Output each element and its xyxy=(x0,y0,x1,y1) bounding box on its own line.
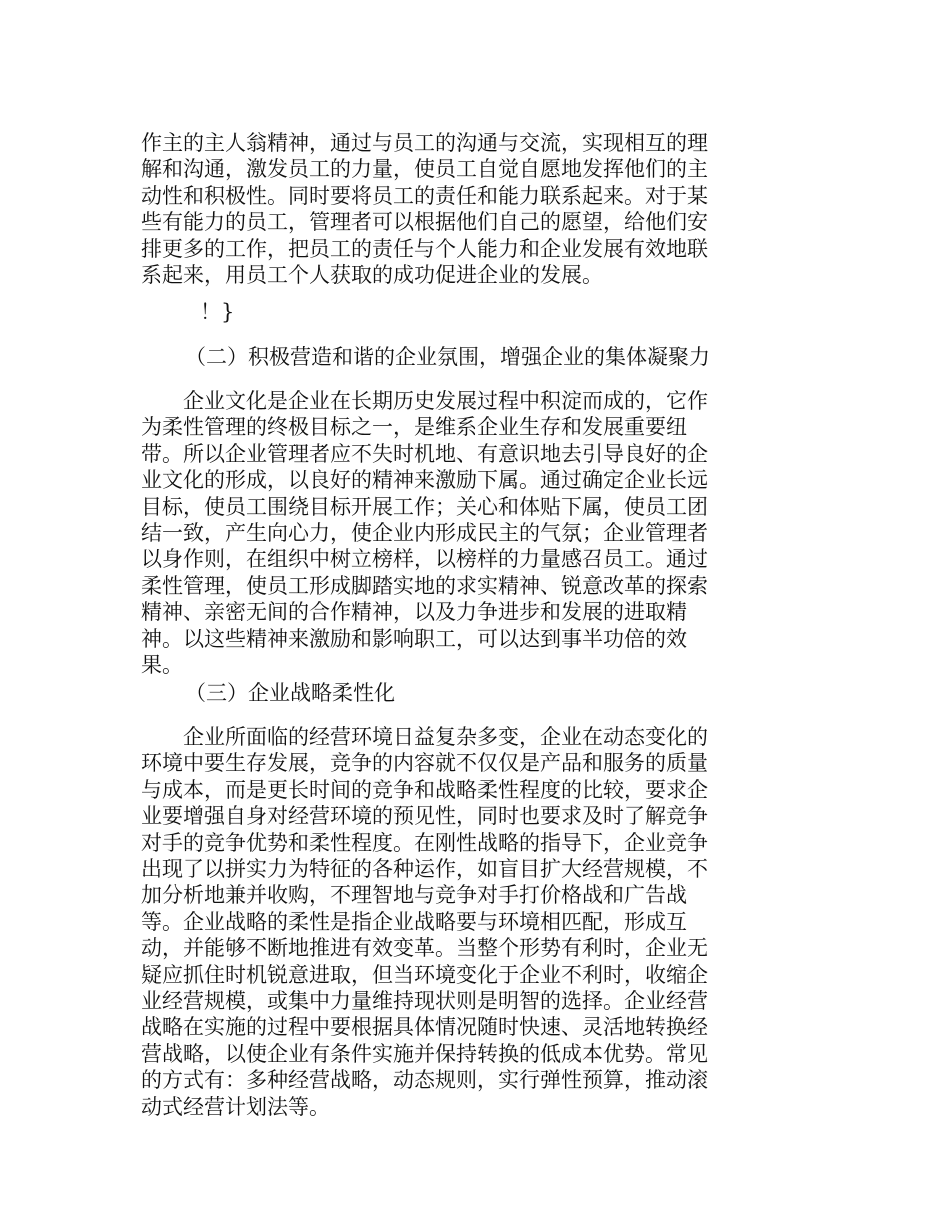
paragraph-text: 企业所面临的经营环境日益复杂多变，企业在动态变化的 环境中要生存发展，竞争的内容就不仅仅是产品和服务的质量 与成本，而是更长时间的竞争和战略柔性程度的比较，要求企 业要增强自身对经营环境的预见性，同时也要求及时了解竞争 对手的竞争优势和柔性程度。在刚性战略的指导下，企业竞争 出现了以拼实力为特征的各种运作，如盲目扩大经营规模，不 加分析地兼并收购，不理智地与竞争对手打价格战和广告战 等。企业战略的柔性是指企业战略要与环境相匹配，形成互 动，并能够不断地推进有效变革。当整个形势有利时，企业无 疑应抓住时机锐意进取，但当环境变化于企业不利时，收缩企 业经营规模，或集中力量维持现状则是明智的选择。企业经营 战略在实施的过程中要根据具体情况随时快速、灵活地转换经 营战略，以使企业有条件实施并保持转换的低成本优势。常见 的方式有：多种经营战略，动态规则，实行弹性预算，推动滚 动式经营计划法等。 xyxy=(141,725,708,1119)
paragraph-text: 作主的主人翁精神，通过与员工的沟通与交流，实现相互的理 解和沟通，激发员工的力量，使员工自觉自愿地发挥他们的主 动性和积极性。同时要将员工的责任和能力联系起来。对于某 些有能力的员工，管理者可以根据他们自己的愿望，给他们安 排更多的工作，把员工的责任与个人能力和企业发展有效地联 系起来，用员工个人获取的成功促进企业的发展。 xyxy=(141,131,708,288)
body-paragraph-1 xyxy=(141,130,741,288)
body-paragraph-2 xyxy=(141,388,741,678)
section-heading-text: （二）积极营造和谐的企业氛围，增强企业的集体凝聚力 xyxy=(185,345,710,369)
stray-mark xyxy=(200,299,400,325)
paragraph-text: 企业文化是企业在长期历史发展过程中积淀而成的，它作 为柔性管理的终极目标之一，是维系企业生存和发展重要纽 带。所以企业管理者应不失时机地、有意识地去引导良好的企 业文化的形成，以良好的精神来激励下属。通过确定企业长远 目标，使员工围绕目标开展工作；关心和体贴下属，使员工团 结一致，产生向心力，使企业内形成民主的气氛；企业管理者 以身作则，在组织中树立榜样，以榜样的力量感召员工。通过 柔性管理，使员工形成脚踏实地的求实精神、锐意改革的探索 精神、亲密无间的合作精神，以及力争进步和发展的进取精 神。以这些精神来激励和影响职工，可以达到事半功倍的效 果。 xyxy=(141,389,708,678)
section-heading-3 xyxy=(185,680,585,706)
body-paragraph-3 xyxy=(141,724,741,1120)
section-heading-text: （三）企业战略柔性化 xyxy=(185,681,395,705)
stray-mark-text: ！} xyxy=(200,300,235,324)
section-heading-2 xyxy=(185,344,755,370)
